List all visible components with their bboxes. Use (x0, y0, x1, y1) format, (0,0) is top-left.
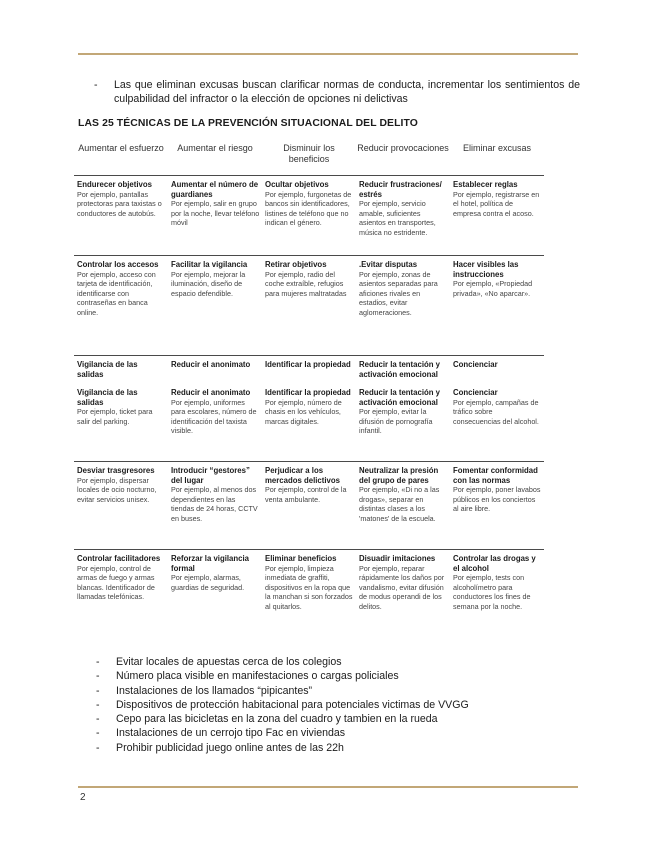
list-dash: - (96, 727, 100, 740)
technique-example: Por ejemplo, zonas de asientos separadas para aficiones rivales en estadios, evitar aglomeraciones. (359, 269, 438, 317)
technique-title: Retirar objetivos (265, 260, 327, 269)
table-cell (450, 550, 544, 634)
technique-example: Por ejemplo, salir en grupo por la noche, llevar teléfono móvil (171, 199, 260, 228)
list-item (96, 698, 469, 712)
technique-title: Concienciar (453, 388, 498, 397)
technique-title: Eliminar beneficios (265, 554, 337, 563)
technique-title: .Evitar disputas (359, 260, 418, 269)
list-item-text: Instalaciones de los llamados “pipicantes” (116, 684, 313, 697)
technique-example: Por ejemplo, pantallas protectoras para taxistas o conductores de autobús. (77, 189, 162, 218)
technique-example: Por ejemplo, servicio amable, suficientes asientos en transportes, música no estridente. (359, 199, 436, 237)
table-cell (262, 462, 356, 549)
technique-title: Desviar trasgresores (77, 466, 155, 475)
technique-title: Endurecer objetivos (77, 180, 152, 189)
technique-example: Por ejemplo, furgonetas de bancos sin identificadores, listines de teléfono que no indican el género. (265, 189, 352, 228)
technique-title: Reforzar la vigilancia formal (171, 554, 249, 573)
list-dash: - (96, 684, 100, 697)
table-cell (74, 256, 168, 355)
technique-title: Identificar la propiedad (265, 360, 351, 369)
technique-title: Reducir la tentación y activación emocional (359, 360, 441, 379)
technique-example: Por ejemplo, registrarse en el hotel, política de empresa contra el acoso. (453, 189, 540, 218)
table-row (74, 256, 544, 356)
list-item-text: Cepo para las bicicletas en la zona del cuadro y tambien en la rueda (116, 713, 438, 726)
technique-title: Vigilancia de las salidas (77, 388, 138, 407)
table-cell (450, 356, 544, 379)
table-cell (168, 462, 262, 549)
technique-title: Identificar la propiedad (265, 388, 351, 397)
table-header (74, 140, 544, 176)
table-cell (356, 176, 450, 255)
technique-title: Controlar los accesos (77, 260, 159, 269)
list-item (96, 684, 469, 698)
technique-title: Hacer visibles las instrucciones (453, 260, 519, 279)
table-cell (262, 176, 356, 255)
list-item-text: Prohibir publicidad juego online antes de las 22h (116, 741, 344, 754)
list-dash: - (96, 656, 100, 668)
technique-example: Por ejemplo, limpieza inmediata de graffiti, dispositivos en la ropa que la manchan si son forzados al quitarlos. (265, 563, 353, 611)
table-cell (262, 256, 356, 355)
column-header: Eliminar excusas (462, 143, 532, 153)
header-rule (78, 53, 578, 55)
table-cell (450, 462, 544, 549)
table-cell (356, 462, 450, 549)
technique-title: Reducir la tentación y activación emocional (359, 388, 441, 407)
technique-title: Introducir “gestores” del lugar (171, 466, 250, 485)
technique-example: Por ejemplo, control de la venta ambulante. (265, 485, 347, 504)
table-cell (356, 356, 450, 379)
intro-bullet (94, 78, 580, 106)
list-item (96, 741, 469, 755)
technique-example: Por ejemplo, poner lavabos públicos en los conciertos al aire libre. (453, 485, 541, 514)
table-cell (168, 356, 262, 379)
technique-title: Controlar las drogas y el alcohol (453, 554, 536, 573)
section-title: LAS 25 TÉCNICAS DE LA PREVENCIÓN SITUACIONAL DEL DELITO (78, 118, 418, 129)
column-header: Aumentar el esfuerzo (78, 143, 164, 153)
technique-title: Controlar facilitadores (77, 554, 161, 563)
page-number: 2 (80, 792, 86, 803)
technique-title: Establecer reglas (453, 180, 518, 189)
column-header: Disminuir los beneficios (283, 143, 335, 164)
table-cell (356, 384, 450, 461)
table-cell (74, 356, 168, 379)
technique-example: Por ejemplo, acceso con tarjeta de identificación, identificarse con contraseñas en banca online. (77, 269, 156, 317)
technique-example: Por ejemplo, «Propiedad privada», «No aparcar». (453, 279, 533, 298)
list-item (96, 669, 469, 683)
table-cell (450, 384, 544, 461)
technique-title: Ocultar objetivos (265, 180, 329, 189)
table-cell (450, 176, 544, 255)
table-cell (168, 550, 262, 634)
list-item-text: Dispositivos de protección habitacional para potenciales victimas de VVGG (116, 698, 469, 711)
table-cell (450, 256, 544, 355)
table-cell (356, 550, 450, 634)
techniques-table (74, 140, 544, 634)
table-cell (262, 356, 356, 379)
technique-example: Por ejemplo, alarmas, guardias de seguridad. (171, 573, 245, 592)
technique-title: Reducir frustraciones/ estrés (359, 180, 442, 199)
technique-title: Disuadir imitaciones (359, 554, 436, 563)
technique-title: Reducir el anonimato (171, 388, 251, 397)
table-cell (74, 384, 168, 461)
technique-title: Neutralizar la presión del grupo de pares (359, 466, 439, 485)
list-item (96, 655, 469, 669)
column-header: Reducir provocaciones (357, 143, 449, 153)
list-item (96, 726, 469, 740)
technique-example: Por ejemplo, dispersar locales de ocio nocturno, evitar servicios unisex. (77, 475, 157, 504)
table-cell (356, 256, 450, 355)
list-item-text: Instalaciones de un cerrojo tipo Fac en viviendas (116, 727, 346, 740)
footer-rule (78, 786, 578, 788)
examples-list (96, 655, 469, 755)
table-cell (74, 462, 168, 549)
technique-example: Por ejemplo, campañas de tráfico sobre consecuencias del alcohol. (453, 397, 539, 426)
technique-example: Por ejemplo, «Di no a las drogas», separar en distintas clases a los 'matones' de la escuela. (359, 485, 440, 523)
technique-title: Fomentar conformidad con las normas (453, 466, 538, 485)
technique-example: Por ejemplo, tests con alcoholímetro para conductores los fines de semana por la noche. (453, 573, 531, 611)
table-cell (74, 176, 168, 255)
technique-title: Perjudicar a los mercados delictivos (265, 466, 340, 485)
technique-title: Facilitar la vigilancia (171, 260, 248, 269)
overlapped-text-strip (74, 356, 544, 379)
technique-title: Concienciar (453, 360, 498, 369)
intro-bullet-dash: - (94, 79, 98, 91)
intro-bullet-text: Las que eliminan excusas buscan clarificar normas de conducta, incrementar los sentimientos de culpabilidad del infractor o la elección de opciones ni delictivas (114, 79, 580, 105)
table-cell (262, 550, 356, 634)
table-cell (168, 176, 262, 255)
table-row (74, 462, 544, 550)
technique-example: Por ejemplo, al menos dos dependientes en las tiendas de 24 horas, CCTV en buses. (171, 485, 258, 523)
table-row (74, 176, 544, 256)
list-item (96, 712, 469, 726)
list-dash: - (96, 698, 100, 711)
technique-example: Por ejemplo, mejorar la iluminación, diseño de espacio defendible. (171, 269, 246, 298)
list-dash: - (96, 713, 100, 726)
technique-title: Aumentar el número de guardianes (171, 180, 259, 199)
table-row (74, 550, 544, 634)
technique-example: Por ejemplo, radio del coche extraíble, refugios para mujeres maltratadas (265, 269, 347, 298)
list-dash: - (96, 670, 100, 683)
technique-title: Reducir el anonimato (171, 360, 251, 369)
technique-title: Vigilancia de las salidas (77, 360, 138, 379)
table-row (74, 356, 544, 462)
table-cell (74, 550, 168, 634)
list-dash: - (96, 741, 100, 754)
list-item-text: Número placa visible en manifestaciones o cargas policiales (116, 670, 399, 683)
list-item-text: Evitar locales de apuestas cerca de los colegios (116, 656, 342, 668)
column-header: Aumentar el riesgo (177, 143, 253, 153)
table-cell (168, 256, 262, 355)
technique-example: Por ejemplo, número de chasis en los vehículos, marcas digitales. (265, 397, 342, 426)
technique-example: Por ejemplo, uniformes para escolares, número de identificación del taxista visible. (171, 397, 257, 436)
technique-example: Por ejemplo, control de armas de fuego y armas blancas. Identificador de llamadas telefónicas. (77, 563, 155, 602)
technique-example: Por ejemplo, evitar la difusión de pornografía infantil. (359, 407, 433, 436)
technique-example: Por ejemplo, ticket para salir del parking. (77, 407, 153, 426)
table-cell (168, 384, 262, 461)
technique-example: Por ejemplo, reparar rápidamente los daños por vandalismo, evitar difusión de modus operandi de los delitos. (359, 563, 445, 611)
table-cell (262, 384, 356, 461)
